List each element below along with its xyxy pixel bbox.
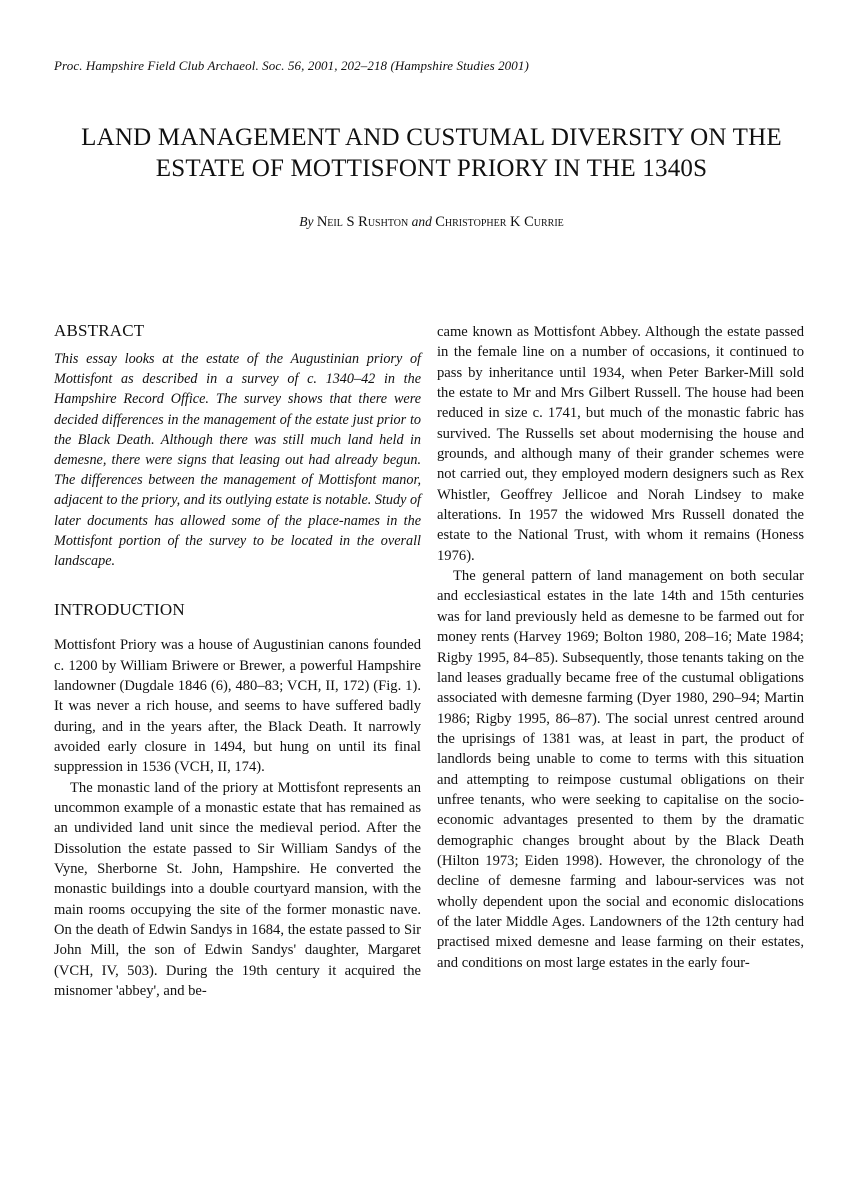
title-line-1: LAND MANAGEMENT AND CUSTUMAL DIVERSITY ON THE	[81, 124, 782, 151]
right-paragraph-2: The general pattern of land management on both secular and ecclesiastical estates in the late 14th and 15th centuries was for land previously held as demesne to be farmed out for money rents (Harvey 1969; Bolton 1980, 208–16; Mate 1984; Rigby 1995, 84–85). Subsequently, those tenants taking on the land leases gradually became free of the custumal obligations associated with demesne farming (Dyer 1980, 290–94; Martin 1986; Rigby 1995, 86–87). The social unrest centred around the uprisings of 1381 was, at least in part, the product of landlords being unable to come to terms with this situation and attempting to reimpose custumal obligations on their unfree tenants, who were seeking to capitalise on the socio-economic advantages presented to them by the dramatic demographic changes brought about by the Black Death (Hilton 1973; Eiden 1998). However, the chronology of the decline of demesne farming and labour-services was not wholly dependent upon the social and economic dislocations of the later Middle Ages. Landowners of the 12th century had practised mixed demesne and lease farming on their estates, and conditions on most large estates in the early four-	[437, 568, 804, 971]
intro-paragraph-2: The monastic land of the priory at Mottisfont represents an uncommon example of a monastic estate that has remained as an undivided land unit since the medieval period. After the Dissolution the estate passed to Sir William Sandys of the Vyne, Sherborne St. John, Hampshire. He converted the monastic buildings into a double courtyard mansion, with the main rooms occupying the site of the former monastic nave. On the death of Edwin Sandys in 1684, the estate passed to Sir John Mill, the son of Edwin Sandys' daughter, Margaret (VCH, IV, 503). During the 19th century it acquired the misnomer 'abbey', and be-	[54, 779, 421, 1000]
journal-citation: Proc. Hampshire Field Club Archaeol. Soc. 56, 2001, 202–218 (Hampshire Studies 2001)	[54, 58, 529, 73]
right-column	[437, 322, 804, 973]
article-title	[40, 122, 823, 184]
title-line-2: ESTATE OF MOTTISFONT PRIORY IN THE 1340S	[155, 155, 708, 182]
author-byline	[40, 214, 823, 231]
author-1: Neil S Rushton	[316, 214, 409, 230]
author-2: Christopher K Currie	[435, 214, 564, 230]
intro-paragraph-1: Mottisfont Priory was a house of Augustinian canons founded c. 1200 by William Briwere or Brewer, a powerful Hampshire landowner (Dugdale 1846 (6), 480–83; VCH, II, 172) (Fig. 1). It was never a rich house, and seems to have suffered badly during, and in the years after, the Black Death. It narrowly avoided early closure in 1494, but hung on until its final suppression in 1536 (VCH, II, 174).	[54, 637, 421, 776]
byline-and: and	[411, 214, 432, 229]
abstract-heading: ABSTRACT	[54, 321, 145, 340]
left-column	[54, 320, 421, 1001]
byline-by: By	[299, 214, 314, 229]
introduction-heading: INTRODUCTION	[54, 600, 185, 620]
abstract-text: This essay looks at the estate of the Augustinian priory of Mottisfont as described in a survey of c. 1340–42 in the Hampshire Record Office. The survey shows that there were decided differences in the management of the estate just prior to the Black Death. Although there was still much land held in demesne, there were signs that leasing out had already begun. The differences between the management of Mottisfont manor, adjacent to the priory, and its outlying estate is notable. Study of later documents has allowed some of the place-names in the Mottisfont portion of the survey to be located in the overall landscape.	[54, 351, 421, 570]
right-paragraph-1: came known as Mottisfont Abbey. Although the estate passed in the female line on a number of occasions, it continued to pass by inheritance until 1934, when Peter Barker-Mill sold the estate to Mr and Mrs Gilbert Russell. The house had been reduced in size c. 1741, but much of the monastic fabric has survived. The Russells set about modernising the house and grounds, and although many of their grander schemes were not carried out, they employed modern designers such as Rex Whistler, Geoffrey Jellicoe and Norah Lindsey to make alterations. In 1957 the widowed Mrs Russell donated the estate to the National Trust, with whom it remains (Honess 1976).	[437, 324, 804, 564]
